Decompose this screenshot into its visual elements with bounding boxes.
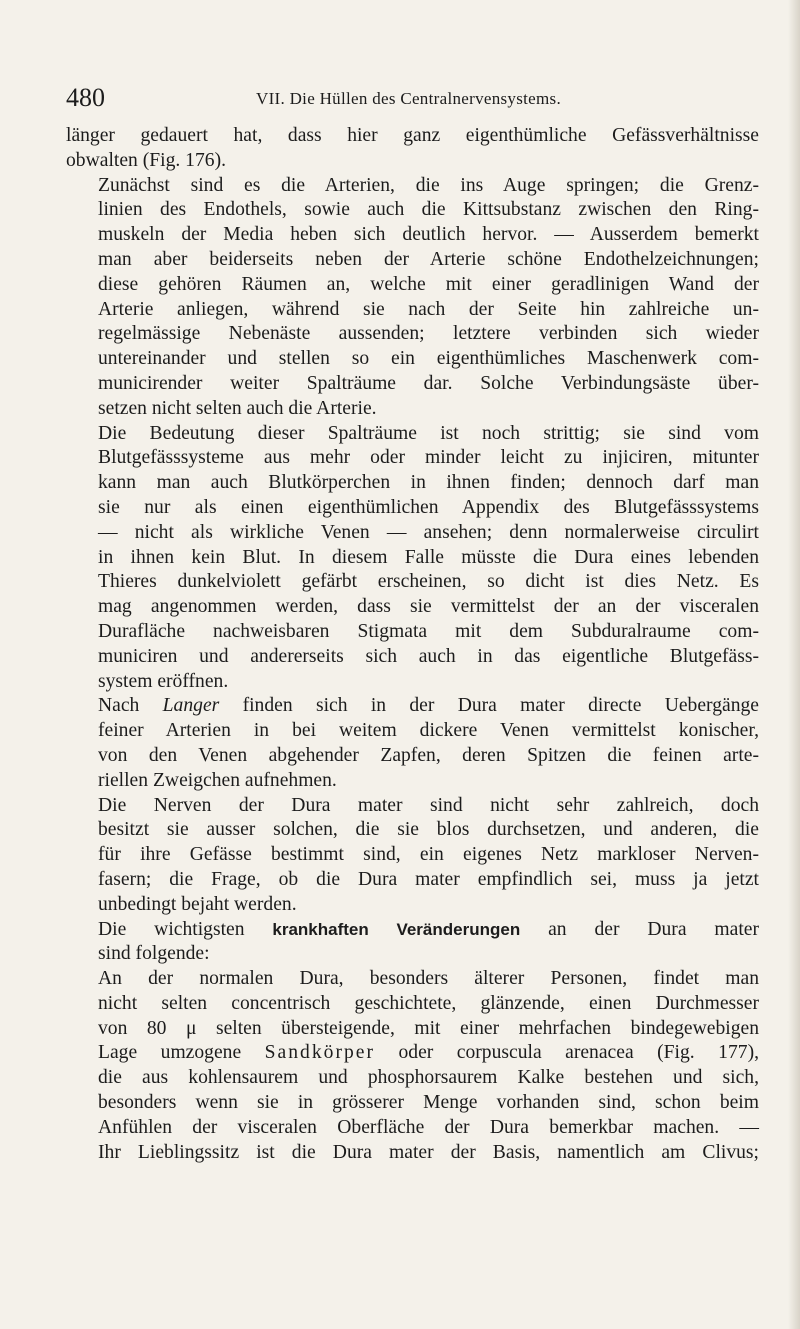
text-run: oder corpuscula arenacea (Fig. 177), xyxy=(374,1042,759,1064)
running-head: VII. Die Hüllen des Centralnervensystems. xyxy=(256,89,562,108)
text-line: muskeln der Media heben sich deutlich hervor. — Ausserdem bemerkt xyxy=(98,224,759,246)
text-line: regelmässige Nebenäste aussenden; letztere verbinden sich wieder xyxy=(98,323,759,345)
page-header xyxy=(66,82,756,114)
page-number: 480 xyxy=(66,83,105,112)
text-line: untereinander und stellen so ein eigenthümliches Maschenwerk com- xyxy=(98,348,759,370)
text-line: Thieres dunkelviolett gefärbt erscheinen, so dicht ist dies Netz. Es xyxy=(98,571,759,593)
text-line: Die Nerven der Dura mater sind nicht sehr zahlreich, doch xyxy=(98,794,759,816)
text-line: riellen Zweigchen aufnehmen. xyxy=(98,769,337,791)
body-text xyxy=(66,124,759,1165)
paragraph xyxy=(66,694,759,793)
paragraph xyxy=(66,422,759,695)
text-run: finden sich in der Dura mater directe Uebergänge xyxy=(219,695,759,717)
paragraph xyxy=(66,124,759,174)
text-line: municirender weiter Spalträume dar. Solche Verbindungsäste über- xyxy=(98,372,759,394)
text-line: länger gedauert hat, dass hier ganz eigenthümliche Gefässverhältnisse xyxy=(66,125,759,146)
text-line: municiren und andererseits sich auch in das eigentliche Blutgefäss- xyxy=(98,645,759,667)
text-line: für ihre Gefässe bestimmt sind, ein eigenes Netz markloser Nerven- xyxy=(98,844,759,866)
text-line: Die Bedeutung dieser Spalträume ist noch strittig; sie sind vom xyxy=(98,422,759,444)
heading-run-krankhaften: krankhaften Veränderungen xyxy=(272,919,521,939)
text-line: Ihr Lieblingssitz ist die Dura mater der Basis, namentlich am Clivus; xyxy=(98,1141,759,1163)
text-line xyxy=(66,694,759,719)
text-line: — nicht als wirkliche Venen — ansehen; denn normalerweise circulirt xyxy=(98,521,759,543)
text-line: man aber beiderseits neben der Arterie schöne Endothelzeichnungen; xyxy=(98,248,759,270)
page-edge-shadow xyxy=(788,0,800,1329)
text-line xyxy=(66,918,759,943)
paragraph xyxy=(66,967,759,1165)
text-line: von den Venen abgehender Zapfen, deren Spitzen die feinen arte- xyxy=(98,744,759,766)
text-line: von 80 μ selten übersteigende, mit einer mehrfachen bindegewebigen xyxy=(98,1017,759,1039)
term-sandkoerper: Sandkörper xyxy=(264,1042,375,1064)
text-line: unbedingt bejaht werden. xyxy=(98,893,297,915)
text-line: in ihnen kein Blut. In diesem Falle müsste die Dura eines lebenden xyxy=(98,546,759,568)
text-line: Durafläche nachweisbaren Stigmata mit dem Subduralraume com- xyxy=(98,620,759,642)
author-name-langer: Langer xyxy=(162,695,220,717)
text-line: An der normalen Dura, besonders älterer Personen, findet man xyxy=(98,968,759,990)
paragraph xyxy=(66,174,759,422)
text-run: Die wichtigsten xyxy=(98,918,273,940)
text-run: Nach xyxy=(98,695,163,717)
text-run: an der Dura mater xyxy=(520,918,760,940)
text-line: mag angenommen werden, dass sie vermittelst der an der visceralen xyxy=(98,596,759,618)
text-line: Blutgefässsysteme aus mehr oder minder leicht zu injiciren, mitunter xyxy=(98,447,759,469)
text-line xyxy=(66,1041,759,1066)
text-line: diese gehören Räumen an, welche mit einer geradlinigen Wand der xyxy=(98,273,759,295)
text-line: besonders wenn sie in grösserer Menge vorhanden sind, schon beim xyxy=(98,1092,759,1114)
text-line: die aus kohlensaurem und phosphorsaurem Kalke bestehen und sich, xyxy=(98,1067,759,1089)
text-line: Zunächst sind es die Arterien, die ins Auge springen; die Grenz- xyxy=(98,174,759,196)
text-line: nicht selten concentrisch geschichtete, glänzende, einen Durchmesser xyxy=(98,992,759,1014)
text-line: linien des Endothels, sowie auch die Kittsubstanz zwischen den Ring- xyxy=(98,199,759,221)
text-line: Anfühlen der visceralen Oberfläche der Dura bemerkbar machen. — xyxy=(98,1116,759,1138)
paragraph xyxy=(66,794,759,918)
text-line: obwalten (Fig. 176). xyxy=(66,149,226,171)
text-line: fasern; die Frage, ob die Dura mater empfindlich sei, muss ja jetzt xyxy=(98,868,759,890)
text-line: setzen nicht selten auch die Arterie. xyxy=(98,397,377,419)
text-line: system eröffnen. xyxy=(98,670,229,692)
paragraph xyxy=(66,918,759,968)
text-line: kann man auch Blutkörperchen in ihnen finden; dennoch darf man xyxy=(98,472,759,494)
text-line: sie nur als einen eigenthümlichen Appendix des Blutgefässsystems xyxy=(98,496,759,518)
text-line: besitzt sie ausser solchen, die sie blos durchsetzen, und anderen, die xyxy=(98,819,759,841)
text-line: Arterie anliegen, während sie nach der Seite hin zahlreiche un- xyxy=(98,298,759,320)
text-line: feiner Arterien in bei weitem dickere Venen vermittelst konischer, xyxy=(98,720,759,742)
text-line: sind folgende: xyxy=(98,943,210,965)
text-run: Lage umzogene xyxy=(98,1042,265,1064)
